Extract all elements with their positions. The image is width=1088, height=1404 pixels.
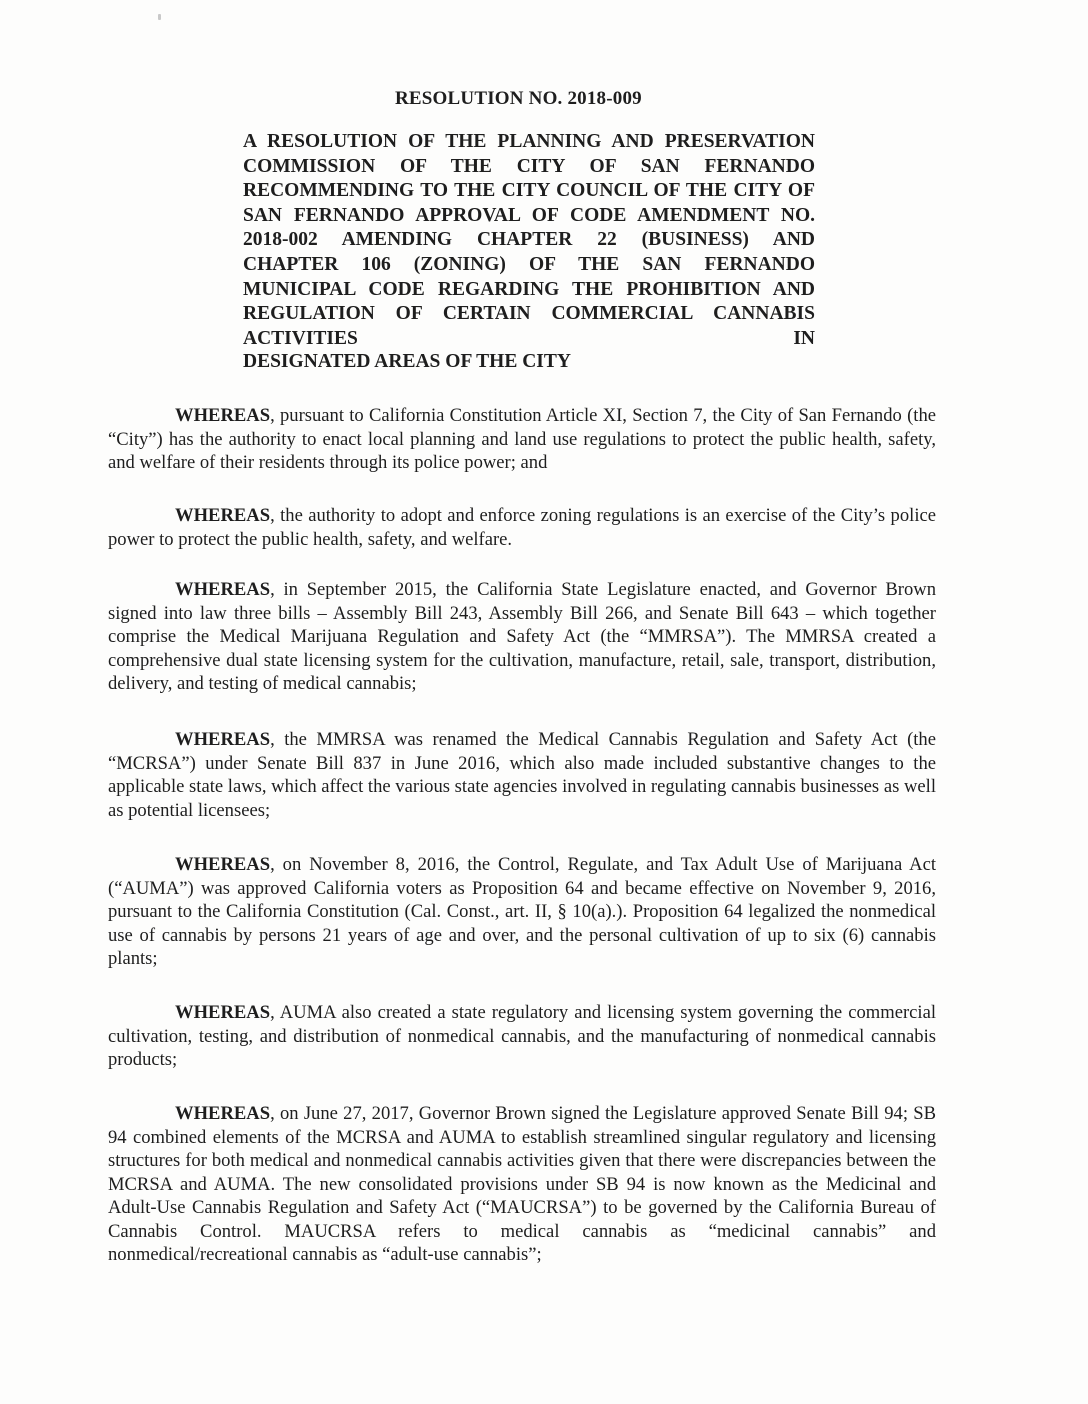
whereas-label: WHEREAS (175, 854, 271, 875)
paragraph-text: , the MMRSA was renamed the Medical Cannabis Regulation and Safety Act (the “MCRSA”) under Senate Bill 837 in June 2016, which also made included substantive changes to the applicable state laws, which affect the various state agencies involved in regulating cannabis businesses as well as potential licensees; (108, 729, 936, 821)
whereas-label: WHEREAS (175, 405, 271, 426)
whereas-paragraph-2 (108, 504, 936, 551)
whereas-paragraph-4 (108, 728, 936, 822)
resolution-title: RESOLUTION NO. 2018-009 (395, 88, 642, 109)
scan-artifact (158, 14, 161, 20)
paragraph-text: , pursuant to California Constitution Article XI, Section 7, the City of San Fernando (the “City”) has the authority to enact local planning and land use regulations to protect the public health, safety, and welfare of their residents through its police power; and (108, 405, 936, 473)
paragraph-text: , AUMA also created a state regulatory and licensing system governing the commercial cultivation, testing, and distribution of nonmedical cannabis, and the manufacturing of nonmedical cannabis products; (108, 1002, 936, 1070)
paragraph-text: , the authority to adopt and enforce zoning regulations is an exercise of the City’s police power to protect the public health, safety, and welfare. (108, 505, 936, 550)
whereas-label: WHEREAS (175, 729, 271, 750)
whereas-label: WHEREAS (175, 1002, 271, 1023)
whereas-paragraph-1 (108, 404, 936, 475)
whereas-paragraph-3 (108, 578, 936, 696)
resolution-heading: A RESOLUTION OF THE PLANNING AND PRESERVATION COMMISSION OF THE CITY OF SAN FERNANDO RECOMMENDING TO THE CITY COUNCIL OF THE CITY OF SAN FERNANDO APPROVAL OF CODE AMENDMENT NO. 2018-002 AMENDING CHAPTER 22 (BUSINESS) AND CHAPTER 106 (ZONING) OF THE SAN FERNANDO MUNICIPAL CODE REGARDING THE PROHIBITION AND REGULATION OF CERTAIN COMMERCIAL CANNABIS ACTIVITIES IN (243, 131, 815, 349)
paragraph-text: , on June 27, 2017, Governor Brown signed the Legislature approved Senate Bill 94; SB 94 combined elements of the MCRSA and AUMA to establish streamlined singular regulatory and licensing structures for both medical and nonmedical cannabis activities given that there were discrepancies between the MCRSA and AUMA. The new consolidated provisions under SB 94 is now known as the Medicinal and Adult-Use Cannabis Regulation and Safety Act (“MAUCRSA”) to be governed by the California Bureau of Cannabis Control. MAUCRSA refers to medical cannabis as “medicinal cannabis” and nonmedical/recreational cannabis as “adult-use cannabis”; (108, 1103, 936, 1265)
whereas-paragraph-7 (108, 1102, 936, 1267)
paragraph-text: , in September 2015, the California State Legislature enacted, and Governor Brown signed into law three bills – Assembly Bill 243, Assembly Bill 266, and Senate Bill 643 – which together comprise the Medical Marijuana Regulation and Safety Act (the “MMRSA”). The MMRSA created a comprehensive dual state licensing system for the cultivation, manufacture, retail, sale, transport, distribution, delivery, and testing of medical cannabis; (108, 579, 936, 694)
whereas-label: WHEREAS (175, 1103, 271, 1124)
whereas-label: WHEREAS (175, 579, 271, 600)
whereas-label: WHEREAS (175, 505, 271, 526)
whereas-paragraph-6 (108, 1001, 936, 1072)
paragraph-text: , on November 8, 2016, the Control, Regulate, and Tax Adult Use of Marijuana Act (“AUMA”) was approved California voters as Proposition 64 and became effective on November 9, 2016, pursuant to the California Constitution (Cal. Const., art. II, § 10(a).). Proposition 64 legalized the nonmedical use of cannabis by persons 21 years of age and over, and the personal cultivation of up to six (6) cannabis plants; (108, 854, 936, 969)
resolution-heading-last-line: DESIGNATED AREAS OF THE CITY (243, 351, 571, 372)
whereas-paragraph-5 (108, 853, 936, 971)
